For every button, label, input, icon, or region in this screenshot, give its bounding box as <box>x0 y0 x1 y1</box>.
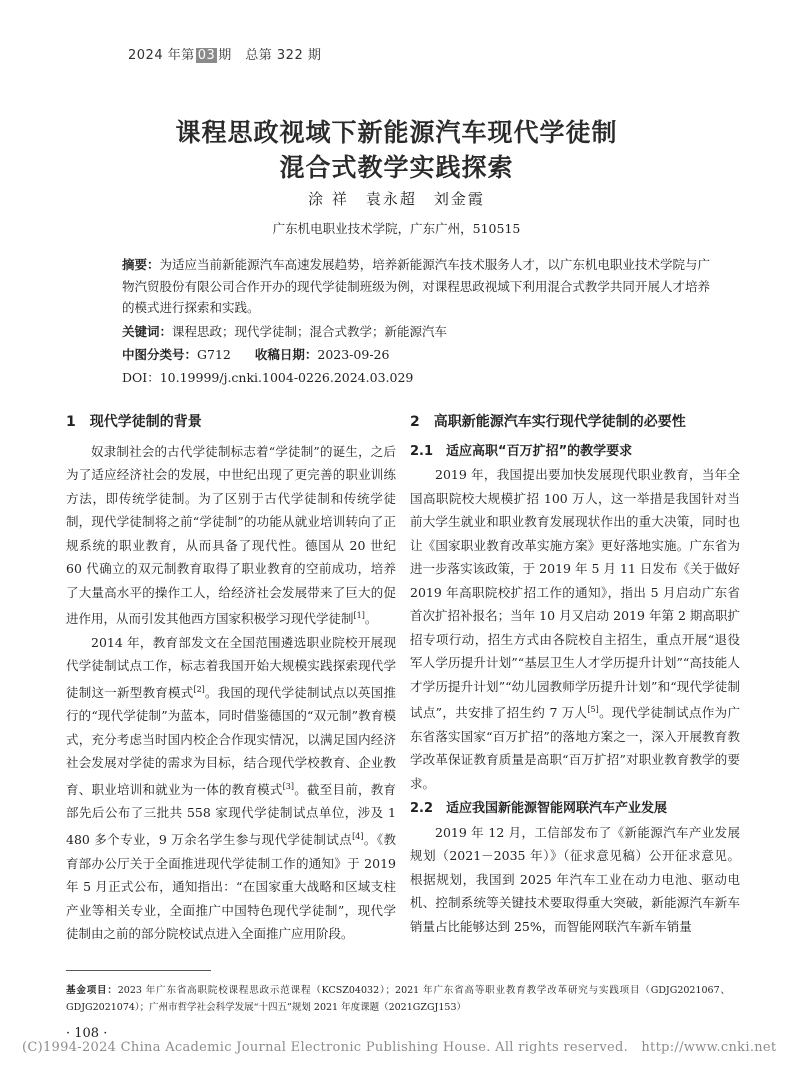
subsection-heading-2-1: 2.1 适应高职“百万扩招”的教学要求 <box>410 443 633 459</box>
section-heading-2: 2 高职新能源汽车实行现代学徒制的必要性 <box>410 414 686 430</box>
classification-label: 中图分类号： <box>122 347 198 362</box>
authors: 涂 祥 袁永超 刘金霞 <box>308 190 485 208</box>
issue-info <box>128 44 321 63</box>
received-date: 2023-09-26 <box>317 347 390 362</box>
citation-2: [2] <box>193 684 205 694</box>
paragraph-4: 2019 年 12 月，工信部发布了《新能源汽车产业发展规划（2021－2035 年）》（征求意见稿）公开征求意见。根据规划，我国到 2025 年汽车工业在动力电池、驱动电机、控制系统等关键技术要取得重大突破，新能源汽车新车销量占比能够达到 25%，而智能网联汽车新车销量 <box>410 824 740 934</box>
paragraph-1 <box>66 440 396 631</box>
paragraph-2-text-d: 。《教育部办公厅关于全面推进现代学徒制工作的通知》于 2019 年 5 月正式公布，通知指出：“在国家重大战略和区域支柱产业等相关专业，全面推广中国特色现代学徒制”，现代学徒制由之前的部分院校试点进入全面推广应用阶段。 <box>66 832 396 942</box>
paragraph-1-text: 奴隶制社会的古代学徒制标志着“学徒制”的诞生，之后为了适应经济社会的发展，中世纪出现了更完善的职业训练方法，即传统学徒制。为了区别于古代学徒制和传统学徒制，现代学徒制将之前“学徒制”的功能从就业培训转向了正规系统的职业教育，从而具备了现代性。德国从 20 世纪 60 代确立的双元制教育取得了职业教育的空前成功，培养了大量高水平的操作工人，给经济社会发展带来了巨大的促进作用，从而引发其他西方国家积极学习现代学徒制 <box>66 443 396 627</box>
citation-3: [3] <box>282 781 295 791</box>
title-line-1: 课程思政视域下新能源汽车现代学徒制 <box>175 118 618 147</box>
title-line-2: 混合式教学实践探索 <box>279 153 514 182</box>
paragraph-2-text-b: 。我国的现代学徒制试点以英国推行的“现代学徒制”为蓝本，同时借鉴德国的“双元制”教育模式，充分考虑当时国内校企合作现实情况，以满足国内经济社会发展对学徒的需求为目标，结合现代学校教育、企业教育、职业培训和就业为一体的教育模式 <box>66 684 396 797</box>
abstract-text: 为适应当前新能源汽车高速发展趋势，培养新能源汽车技术服务人才，以广东机电职业技术学院与广物汽贸股份有限公司合作开办的现代学徒制班级为例，对课程思政视域下利用混合式教学共同开展人才培养的模式进行探索和实践。 <box>122 257 710 315</box>
funding-text: 2023 年广东省高职院校课程思政示范课程（KCSZ04032）；2021 年广东省高等职业教育教学改革研究与实践项目（GDJG2021067、GDJG2021074）；广州市哲学社会科学发展“十四五”规划 2021 年度课题（2021GZGJ153） <box>66 985 730 1013</box>
received-date-label: 收稿日期： <box>254 347 318 362</box>
keywords <box>122 322 447 340</box>
issue-prefix: 2024 年第 <box>128 48 195 63</box>
paragraph-2-text-a: 2014 年，教育部发文在全国范围遴选职业院校开展现代学徒制试点工作，标志着我国开始大规模实践探索现代学徒制这一新型教育模式 <box>66 634 396 700</box>
abstract <box>122 254 710 319</box>
paragraph-2 <box>66 631 396 946</box>
paragraph-1-end: 。 <box>364 611 378 627</box>
affiliation: 广东机电职业技术学院，广东广州，510515 <box>272 221 521 236</box>
footnote-rule <box>66 970 211 971</box>
citation-5: [5] <box>587 705 599 714</box>
issue-number: 03 <box>197 48 216 63</box>
classification-code: G712 <box>197 347 231 362</box>
citation-1: [1] <box>353 611 365 620</box>
keywords-text: 课程思政；现代学徒制；混合式教学；新能源汽车 <box>172 324 448 339</box>
paragraph-3-text-a: 2019 年，我国提出要加快发展现代职业教育，当年全国高职院校大规模扩招 100 万人，这一举措是我国针对当前大学生就业和职业教育发展现状作出的重大决策，同时也让《国家职业教育改革实施方案》更好落地实施。广东省为进一步落实该政策，于 2019 年 5 月 11 日发布《关于做好 2019 年高职院校扩招工作的通知》，指出 5 月启动广东省首次扩招补报名；当年 10 月又启动 2019 年第 2 期高职扩招专项行动，招生方式由各院校自主招生，重点开展“退役军人学历提升计划”“基层卫生人才学历提升计划”“高技能人才学历提升计划”“幼儿园教师学历提升计划”和“现代学徒制试点”，共安排了招生约 7 万人 <box>410 467 740 721</box>
funding-note <box>66 982 730 1016</box>
classification <box>122 345 389 363</box>
funding-label: 基金项目： <box>66 985 118 996</box>
copyright-watermark: (C)1994-2024 China Academic Journal Electronic Publishing House. All rights reserved. http://www.cnki.net <box>22 1040 777 1055</box>
paragraph-3-text-b: 。现代学徒制试点作为广东省落实国家“百万扩招”的落地方案之一，深入开展教育教学改革保证教育质量是高职“百万扩招”对职业教育教学的要求。 <box>410 705 740 791</box>
paragraph-2-text-c: 。截至目前，教育部先后公布了三批共 558 家现代学徒制试点单位，涉及 1 480 多个专业，9 万余名学生参与现代学徒制试点 <box>66 781 396 848</box>
issue-suffix: 期 总第 322 期 <box>218 48 322 63</box>
right-column <box>410 411 740 938</box>
paragraph-3 <box>410 463 740 795</box>
page-number: · 108 · <box>66 1026 108 1041</box>
subsection-heading-2-2: 2.2 适应我国新能源智能网联汽车产业发展 <box>410 801 668 817</box>
doi: DOI：10.19999/j.cnki.1004-0226.2024.03.029 <box>122 370 414 385</box>
abstract-label: 摘要： <box>122 257 160 272</box>
citation-4: [4] <box>352 831 364 841</box>
section-heading-1: 1 现代学徒制的背景 <box>66 414 202 430</box>
keywords-label: 关键词： <box>122 324 173 339</box>
left-column <box>66 411 396 946</box>
